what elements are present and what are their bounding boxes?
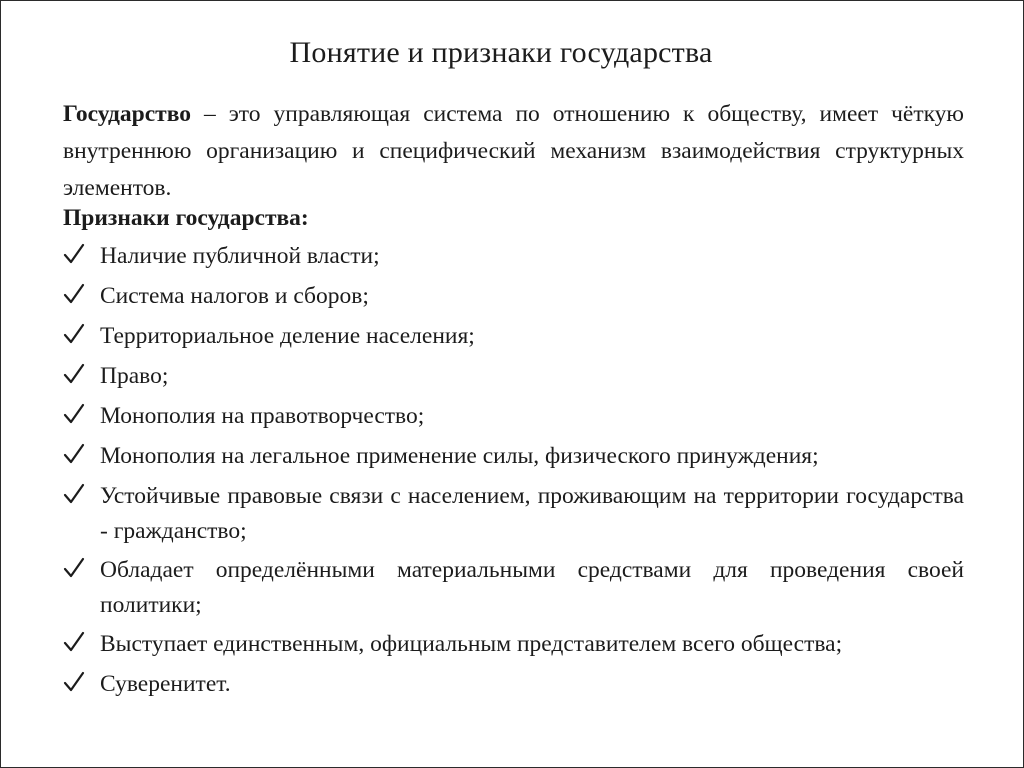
feature-item <box>63 359 964 394</box>
checkmark-icon <box>63 321 85 347</box>
feature-item <box>63 439 964 474</box>
feature-item <box>63 399 964 434</box>
definition-text: – это управляющая система по отношению к обществу, имеет чёткую внутреннюю организацию и специфический механизм взаимодействия структурных элементов. <box>63 101 964 201</box>
definition-term: Государство <box>63 101 191 127</box>
feature-text: Право; <box>100 363 169 389</box>
feature-item <box>63 627 964 662</box>
checkmark-icon <box>63 441 85 467</box>
definition-paragraph <box>63 96 964 207</box>
checkmark-icon <box>63 481 85 507</box>
feature-item <box>63 553 964 623</box>
feature-text: Система налогов и сборов; <box>100 283 369 309</box>
feature-item <box>63 479 964 549</box>
feature-item <box>63 279 964 314</box>
feature-text: Обладает определёнными материальными средствами для проведения своей политики; <box>100 557 964 618</box>
checkmark-icon <box>63 629 85 655</box>
feature-text: Монополия на правотворчество; <box>100 403 425 429</box>
checkmark-icon <box>63 281 85 307</box>
feature-text: Наличие публичной власти; <box>100 243 380 269</box>
checkmark-icon <box>63 241 85 267</box>
checkmark-icon <box>63 401 85 427</box>
feature-item <box>63 319 964 354</box>
feature-text: Выступает единственным, официальным представителем всего общества; <box>100 631 843 657</box>
feature-text: Монополия на легальное применение силы, физического принуждения; <box>100 443 819 469</box>
features-heading: Признаки государства: <box>63 205 309 231</box>
checkmark-icon <box>63 361 85 387</box>
checkmark-icon <box>63 555 85 581</box>
checkmark-icon <box>63 669 85 695</box>
feature-text: Территориальное деление населения; <box>100 323 475 349</box>
feature-text: Устойчивые правовые связи с населением, проживающим на территории государства - гражданство; <box>100 483 964 544</box>
feature-text: Суверенитет. <box>100 671 231 697</box>
page-title: Понятие и признаки государства <box>289 36 713 69</box>
feature-item <box>63 667 964 702</box>
feature-item <box>63 239 964 274</box>
